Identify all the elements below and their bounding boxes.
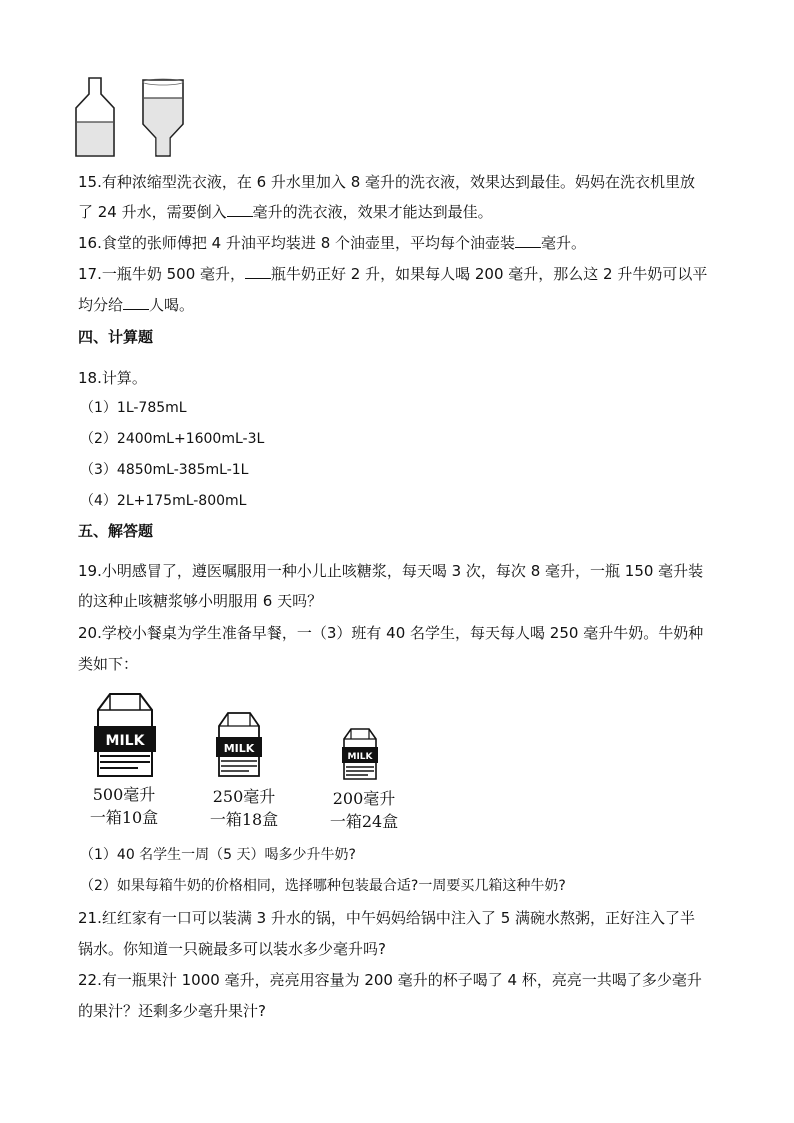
carton-label-200 xyxy=(309,787,419,833)
problem-21-line-1: 21.红红家有一口可以装满 3 升水的锅，中午妈妈给锅中注入了 5 满碗水熬粥，正好注入了半 xyxy=(78,909,696,927)
problem-19-line-1: 19.小明感冒了，遵医嘱服用一种小儿止咳糖浆，每天喝 3 次，每次 8 毫升，一瓶 150 毫升装 xyxy=(78,562,704,580)
carton-brand-text: MILK xyxy=(223,742,255,755)
problem-16-text-a: 16.食堂的张师傅把 4 升油平均装进 8 个油壶里，平均每个油壶装 xyxy=(78,234,516,252)
problem-17-text-b: 瓶牛奶正好 2 升，如果每人喝 200 毫升，那么这 2 升牛奶可以平 xyxy=(271,265,708,283)
problem-22-line-1: 22.有一瓶果汁 1000 毫升，亮亮用容量为 200 毫升的杯子喝了 4 杯，亮亮一共喝了多少毫升 xyxy=(78,971,702,989)
carton-brand-text: MILK xyxy=(347,752,373,762)
problem-15-text-a: 了 24 升水，需要倒入 xyxy=(78,203,227,221)
problem-16-text-b: 毫升。 xyxy=(541,234,587,252)
milk-carton-small xyxy=(339,726,381,782)
carton-volume: 500毫升 xyxy=(92,785,156,804)
carton-box-count: 一箱10盒 xyxy=(89,808,159,827)
answer-blank[interactable] xyxy=(515,233,541,248)
problem-20-line-1: 20.学校小餐桌为学生准备早餐，一（3）班有 40 名学生，每天每人喝 250 毫升牛奶。牛奶种 xyxy=(78,624,704,642)
problem-19-line-2: 的这种止咳糖浆够小明服用 6 天吗？ xyxy=(78,592,323,610)
problem-17-text-c: 均分给 xyxy=(78,296,124,314)
problem-15-text-b: 毫升的洗衣液，效果才能达到最佳。 xyxy=(252,203,493,221)
section-heading-word-problems: 五、解答题 xyxy=(78,522,154,540)
problem-17-text-a: 17.一瓶牛奶 500 毫升， xyxy=(78,265,246,283)
problem-17-text-d: 人喝。 xyxy=(149,296,195,314)
problem-15-line-2 xyxy=(78,201,493,223)
problem-17-line-2 xyxy=(78,294,194,316)
answer-blank[interactable] xyxy=(245,264,271,279)
problem-17-line-1 xyxy=(78,263,707,285)
carton-label-250 xyxy=(189,785,299,831)
problem-18-item-2: （2）2400mL+1600mL-3L xyxy=(80,431,265,447)
carton-brand-text: MILK xyxy=(105,733,145,749)
bottles-figure xyxy=(74,76,194,160)
problem-22-line-2: 的果汁？还剩多少毫升果汁? xyxy=(78,1002,266,1020)
problem-18-item-3: （3）4850mL-385mL-1L xyxy=(80,462,249,478)
carton-box-count: 一箱24盒 xyxy=(329,812,399,831)
answer-blank[interactable] xyxy=(123,295,149,310)
milk-carton-large xyxy=(88,690,160,780)
carton-volume: 250毫升 xyxy=(212,787,276,806)
problem-20-line-2: 类如下： xyxy=(78,655,139,673)
answer-blank[interactable] xyxy=(227,202,253,217)
problem-21-line-2: 锅水。你知道一只碗最多可以装水多少毫升吗? xyxy=(78,940,386,958)
problem-18-item-1: （1）1L-785mL xyxy=(80,400,187,416)
problem-15-line-1: 15.有种浓缩型洗衣液，在 6 升水里加入 8 毫升的洗衣液，效果达到最佳。妈妈在洗衣机里放 xyxy=(78,173,696,191)
carton-label-500 xyxy=(69,783,179,829)
problem-20-question-2: （2）如果每箱牛奶的价格相同，选择哪种包装最合适?一周要买几箱这种牛奶? xyxy=(80,878,566,894)
problem-18-item-4: （4）2L+175mL-800mL xyxy=(80,493,247,509)
milk-carton-medium xyxy=(213,710,265,780)
problem-18-title: 18.计算。 xyxy=(78,369,147,387)
bottle-inverted xyxy=(143,79,183,156)
bottle-upright xyxy=(76,78,114,156)
problem-16 xyxy=(78,232,586,254)
problem-20-question-1: （1）40 名学生一周（5 天）喝多少升牛奶? xyxy=(80,847,356,863)
carton-volume: 200毫升 xyxy=(332,789,396,808)
section-heading-calculation: 四、计算题 xyxy=(78,328,154,346)
carton-box-count: 一箱18盒 xyxy=(209,810,279,829)
